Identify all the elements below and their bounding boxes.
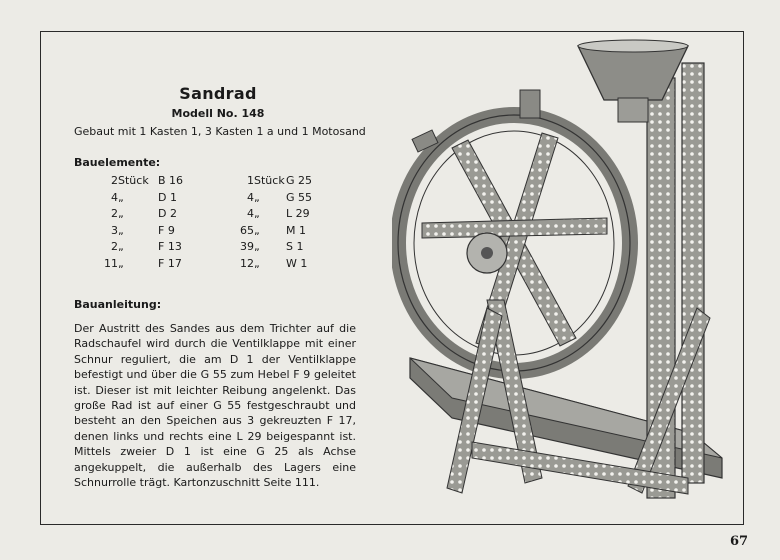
parts-row xyxy=(98,239,312,256)
parts-row xyxy=(98,206,312,223)
parts-row xyxy=(98,190,312,207)
sand-wheel-illustration xyxy=(392,38,728,514)
parts-right-unit: „ xyxy=(254,240,260,253)
parts-right-code: L 29 xyxy=(286,207,310,220)
parts-right-qty: 12 xyxy=(240,256,254,270)
parts-left-unit: „ xyxy=(118,256,124,270)
parts-left-qty: 4 xyxy=(111,190,118,204)
parts-left-qty: 11 xyxy=(104,256,118,270)
parts-right-unit: „ xyxy=(254,256,260,270)
parts-left-qty: 2 xyxy=(111,174,118,187)
parts-row xyxy=(98,223,312,240)
page-number: 67 xyxy=(730,534,749,549)
parts-left-code: B 16 xyxy=(158,174,184,187)
parts-heading: Bauelemente: xyxy=(74,156,161,169)
parts-right-unit: „ xyxy=(254,207,260,220)
parts-left-unit: Stück xyxy=(118,174,149,187)
parts-right-unit: „ xyxy=(254,223,260,237)
parts-right-code: G 25 xyxy=(286,174,313,187)
parts-left-unit: „ xyxy=(118,207,124,220)
parts-right-code: G 55 xyxy=(286,190,313,204)
parts-right-code: S 1 xyxy=(286,240,304,253)
parts-right-qty: 4 xyxy=(247,190,254,204)
parts-right-code: M 1 xyxy=(286,223,306,237)
parts-table xyxy=(98,173,312,272)
parts-row xyxy=(98,256,312,273)
parts-left-code: D 2 xyxy=(158,207,177,220)
parts-left-code: D 1 xyxy=(158,190,177,204)
parts-left-unit: „ xyxy=(118,190,124,204)
parts-left-code: F 9 xyxy=(158,223,175,237)
parts-left-unit: „ xyxy=(118,223,124,237)
model-number: Modell No. 148 xyxy=(171,107,265,120)
instructions-heading: Bauanleitung: xyxy=(74,298,162,311)
text-column xyxy=(74,84,374,490)
parts-left-code: F 17 xyxy=(158,256,182,270)
parts-right-qty: 4 xyxy=(247,207,254,220)
parts-left-qty: 2 xyxy=(111,240,118,253)
parts-right-qty: 39 xyxy=(240,240,254,253)
parts-left-code: F 13 xyxy=(158,240,182,253)
parts-right-qty: 65 xyxy=(240,223,254,237)
parts-row xyxy=(98,173,312,190)
parts-left-qty: 3 xyxy=(111,223,118,237)
parts-left-qty: 2 xyxy=(111,207,118,220)
instructions-text: Der Austritt des Sandes aus dem Trichter auf die Radschaufel wird durch die Ventilklappe mit einer Schnur reguliert, die am D 1 der Ventilklappe befestigt und über die G 55 zum Hebel F 9 geleitet ist. Dieser ist mit leichter Reibung angelenkt. Das große Rad ist auf einer G 55 festgeschraubt und besteht an den Speichen aus 3 gekreuzten F 17, denen links und rechts eine L 29 beigespannt ist. Mittels zweier D 1 ist eine G 25 als Achse angekuppelt, die außerhalb des Lagers eine Schnurrolle trägt. Kartonzuschnitt Seite 111. xyxy=(74,322,356,490)
parts-right-unit: Stück xyxy=(254,174,285,187)
parts-right-qty: 1 xyxy=(247,174,254,187)
built-with-line: Gebaut mit 1 Kasten 1, 3 Kasten 1 a und 1 Motosand xyxy=(74,125,366,138)
parts-right-code: W 1 xyxy=(286,256,308,270)
parts-right-unit: „ xyxy=(254,190,260,204)
model-title: Sandrad xyxy=(179,84,257,103)
parts-left-unit: „ xyxy=(118,240,124,253)
